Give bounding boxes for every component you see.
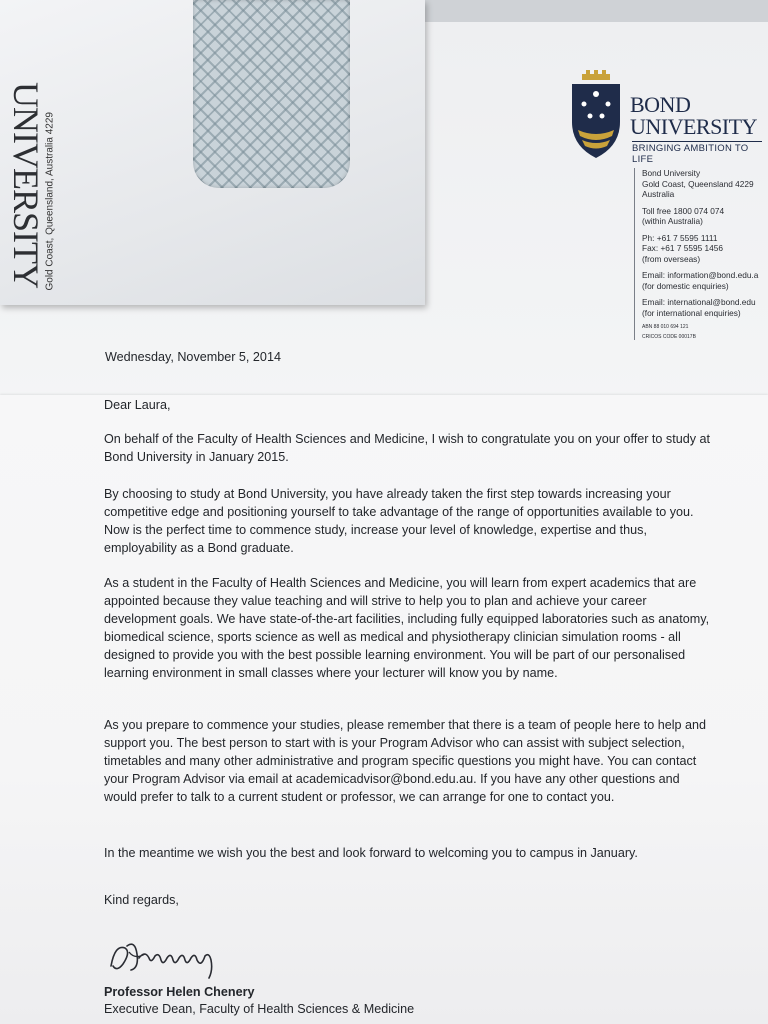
envelope-address: Gold Coast, Queensland, Australia 4229 (44, 112, 56, 291)
contact-line: Ph: +61 7 5595 1111 (642, 232, 718, 243)
signer-name: Professor Helen Chenery (104, 985, 255, 999)
logo-wordmark-university: UNIVERSITY (630, 114, 757, 139)
contact-line: (from overseas) (642, 253, 701, 264)
contact-line: (for international enquiries) (642, 307, 741, 318)
handwritten-signature (105, 930, 255, 982)
contact-line: Gold Coast, Queensland 4229 (642, 178, 754, 189)
letter-paragraph: In the meantime we wish you the best and look forward to welcoming you to campus in January. (104, 846, 638, 860)
abn-number: ABN 88 010 694 121 (642, 324, 689, 330)
contact-line: Australia (642, 189, 675, 199)
contact-line: Bond University (642, 168, 701, 178)
envelope (0, 0, 425, 305)
bond-crest-icon (568, 70, 624, 160)
contact-line: Toll free 1800 074 074 (642, 205, 725, 216)
contact-block (634, 168, 768, 340)
letter-paragraph: As a student in the Faculty of Health Sciences and Medicine, you will learn from expert academics that are appointed because they value teaching and will strive to help you to plan and achieve your career development goals. We have state-of-the-art facilities, including fully equipped laboratories such as anatomy, biomedical science, sports science as well as medical and physiotherapy clinician simulation rooms - all designed to provide you with the best possible learning environment. You will be part of our personalised learning environment in small classes where your lecturer will know you by name. (104, 576, 710, 680)
letter-paragraph: On behalf of the Faculty of Health Sciences and Medicine, I wish to congratulate you on your offer to study at Bond University in January 2015. (104, 432, 711, 464)
letter-salutation: Dear Laura, (104, 398, 171, 412)
contact-line: Fax: +61 7 5595 1456 (642, 243, 723, 253)
letter-closing: Kind regards, (104, 893, 179, 907)
letter-date: Wednesday, November 5, 2014 (105, 350, 281, 364)
signer-title: Executive Dean, Faculty of Health Sciences & Medicine (104, 1002, 415, 1016)
letter-paragraph: By choosing to study at Bond University, you have already taken the first step towards increasing your competitive edge and positioning yourself to take advantage of the range of opportunities available to you. Now is the perfect time to commence study, increase your level of knowledge, expertise and thus, employability as a Bond graduate. (104, 487, 694, 555)
cricos-code: CRICOS CODE 00017B (642, 334, 696, 340)
letter-paragraph: As you prepare to commence your studies, please remember that there is a team of people here to help and support you. The best person to start with is your Program Advisor who can assist with subject selection, timetables and many other administrative and program specific questions you might have. You can contact your Program Advisor via email at academicadvisor@bond.edu.au. If you have any other questions and would prefer to talk to a current student or professor, we can arrange for one to contact you. (104, 718, 707, 804)
logo-tagline: BRINGING AMBITION TO LIFE (632, 141, 762, 165)
contact-email-international: Email: international@bond.edu (642, 297, 756, 307)
envelope-brand: UNIVERSITY (6, 82, 46, 288)
logo-wordmark-bond: BOND (630, 92, 691, 117)
contact-line: (for domestic enquiries) (642, 280, 729, 291)
contact-line: (within Australia) (642, 216, 703, 226)
contact-email-domestic: Email: information@bond.edu.a (642, 270, 759, 280)
envelope-window (193, 0, 350, 188)
